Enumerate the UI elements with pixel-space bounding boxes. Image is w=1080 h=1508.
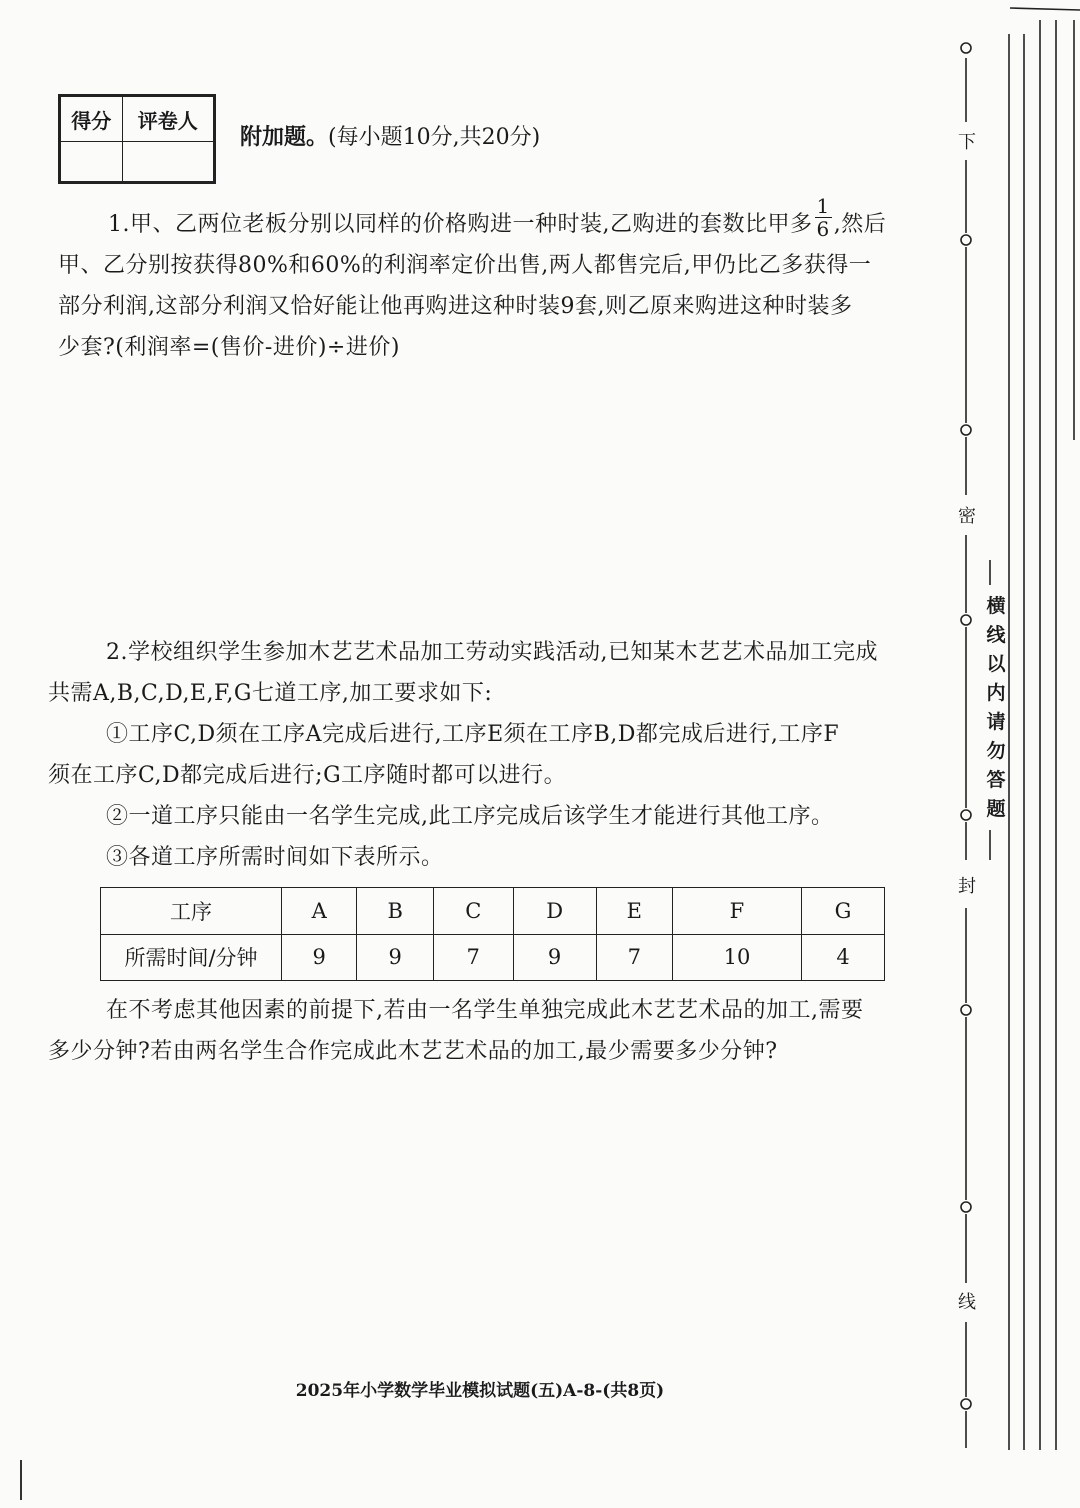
fraction-numerator: 1 [816, 193, 830, 218]
table-cell-time: 9 [513, 934, 596, 981]
q1-line-3: 部分利润,这部分利润又恰好能让他再购进这种时装9套,则乙原来购进这种时装多 [58, 294, 853, 319]
q2-line-1: 2.学校组织学生参加木艺艺术品加工劳动实践活动,已知某木艺艺术品加工完成 [106, 640, 878, 665]
binding-char-feng: 封 [958, 876, 976, 897]
table-row [101, 888, 885, 935]
process-time-table [100, 887, 885, 981]
question-2 [48, 632, 930, 878]
table-cell-time: 7 [596, 934, 672, 981]
side-char: 答 [986, 769, 1006, 791]
binding-char-xia: 下 [958, 132, 976, 153]
table-cell-time: 9 [357, 934, 434, 981]
section-title-text: 附加题。 [240, 125, 329, 150]
binding-char-xian: 线 [958, 1292, 976, 1313]
section-title [240, 120, 540, 151]
table-cell-process: D [513, 888, 596, 935]
table-cell-process: G [802, 888, 885, 935]
side-warning-text [982, 592, 1010, 824]
side-char: 以 [986, 653, 1006, 675]
q2-question-line-1: 在不考虑其他因素的前提下,若由一名学生单独完成此木艺艺术品的加工,需要 [106, 998, 864, 1023]
q2-line-3: ①工序C,D须在工序A完成后进行,工序E须在工序B,D都完成后进行,工序F [106, 722, 840, 747]
q1-line-1 [58, 193, 930, 245]
binding-char-mi: 密 [958, 506, 976, 527]
table-cell-time: 9 [282, 934, 357, 981]
q2-line-5: ②一道工序只能由一名学生完成,此工序完成后该学生才能进行其他工序。 [106, 804, 834, 829]
side-char: 题 [986, 798, 1006, 820]
table-cell-time: 7 [433, 934, 513, 981]
table-cell-process: B [357, 888, 434, 935]
fraction [815, 195, 832, 240]
score-box [58, 94, 216, 184]
q2-line-6: ③各道工序所需时间如下表所示。 [106, 845, 444, 870]
q1-text-after: ,然后 [833, 212, 887, 237]
side-char: 内 [986, 682, 1006, 704]
seal-circle [961, 1399, 971, 1409]
fraction-denominator: 6 [816, 216, 830, 241]
side-char: 横 [986, 595, 1006, 617]
page-footer: 2025年小学数学毕业模拟试题(五)A-8-(共8页) [295, 1381, 665, 1401]
seal-circle [961, 615, 971, 625]
table-cell-time: 4 [802, 934, 885, 981]
scan-mark [20, 1460, 22, 1500]
q1-text-before: 1.甲、乙两位老板分别以同样的价格购进一种时装,乙购进的套数比甲多 [108, 212, 813, 237]
grader-label: 评卷人 [122, 97, 214, 142]
table-cell-process: A [282, 888, 357, 935]
q1-line-4: 少套?(利润率=(售价-进价)÷进价) [58, 335, 400, 360]
seal-circle [961, 1005, 971, 1015]
grader-cell [122, 142, 214, 182]
side-char: 勿 [986, 740, 1006, 762]
margin-rule [1010, 8, 1080, 10]
question-2-prompt [48, 990, 930, 1072]
seal-circle [961, 235, 971, 245]
side-char: 请 [986, 711, 1006, 733]
table-header-process: 工序 [101, 888, 282, 935]
side-char: 线 [986, 624, 1006, 646]
table-cell-process: C [433, 888, 513, 935]
score-table [60, 96, 214, 182]
section-note: (每小题10分,共20分) [328, 125, 541, 150]
q2-question-line-2: 多少分钟?若由两名学生合作完成此木艺艺术品的加工,最少需要多少分钟? [48, 1039, 778, 1064]
binding-margin [940, 0, 1080, 1508]
seal-circle [961, 43, 971, 53]
table-cell-process: E [596, 888, 672, 935]
table-cell-time: 10 [672, 934, 801, 981]
table-cell-process: F [672, 888, 801, 935]
question-1 [58, 193, 930, 368]
seal-circle [961, 1202, 971, 1212]
score-label: 得分 [61, 97, 123, 142]
seal-circle [961, 425, 971, 435]
seal-circle [961, 810, 971, 820]
q2-line-4: 须在工序C,D都完成后进行;G工序随时都可以进行。 [48, 763, 567, 788]
q2-line-2: 共需A,B,C,D,E,F,G七道工序,加工要求如下: [48, 681, 493, 706]
table-header-time: 所需时间/分钟 [101, 934, 282, 981]
table-row [101, 934, 885, 981]
score-cell [61, 142, 123, 182]
q1-line-2: 甲、乙分别按获得80%和60%的利润率定价出售,两人都售完后,甲仍比乙多获得一 [58, 253, 872, 278]
